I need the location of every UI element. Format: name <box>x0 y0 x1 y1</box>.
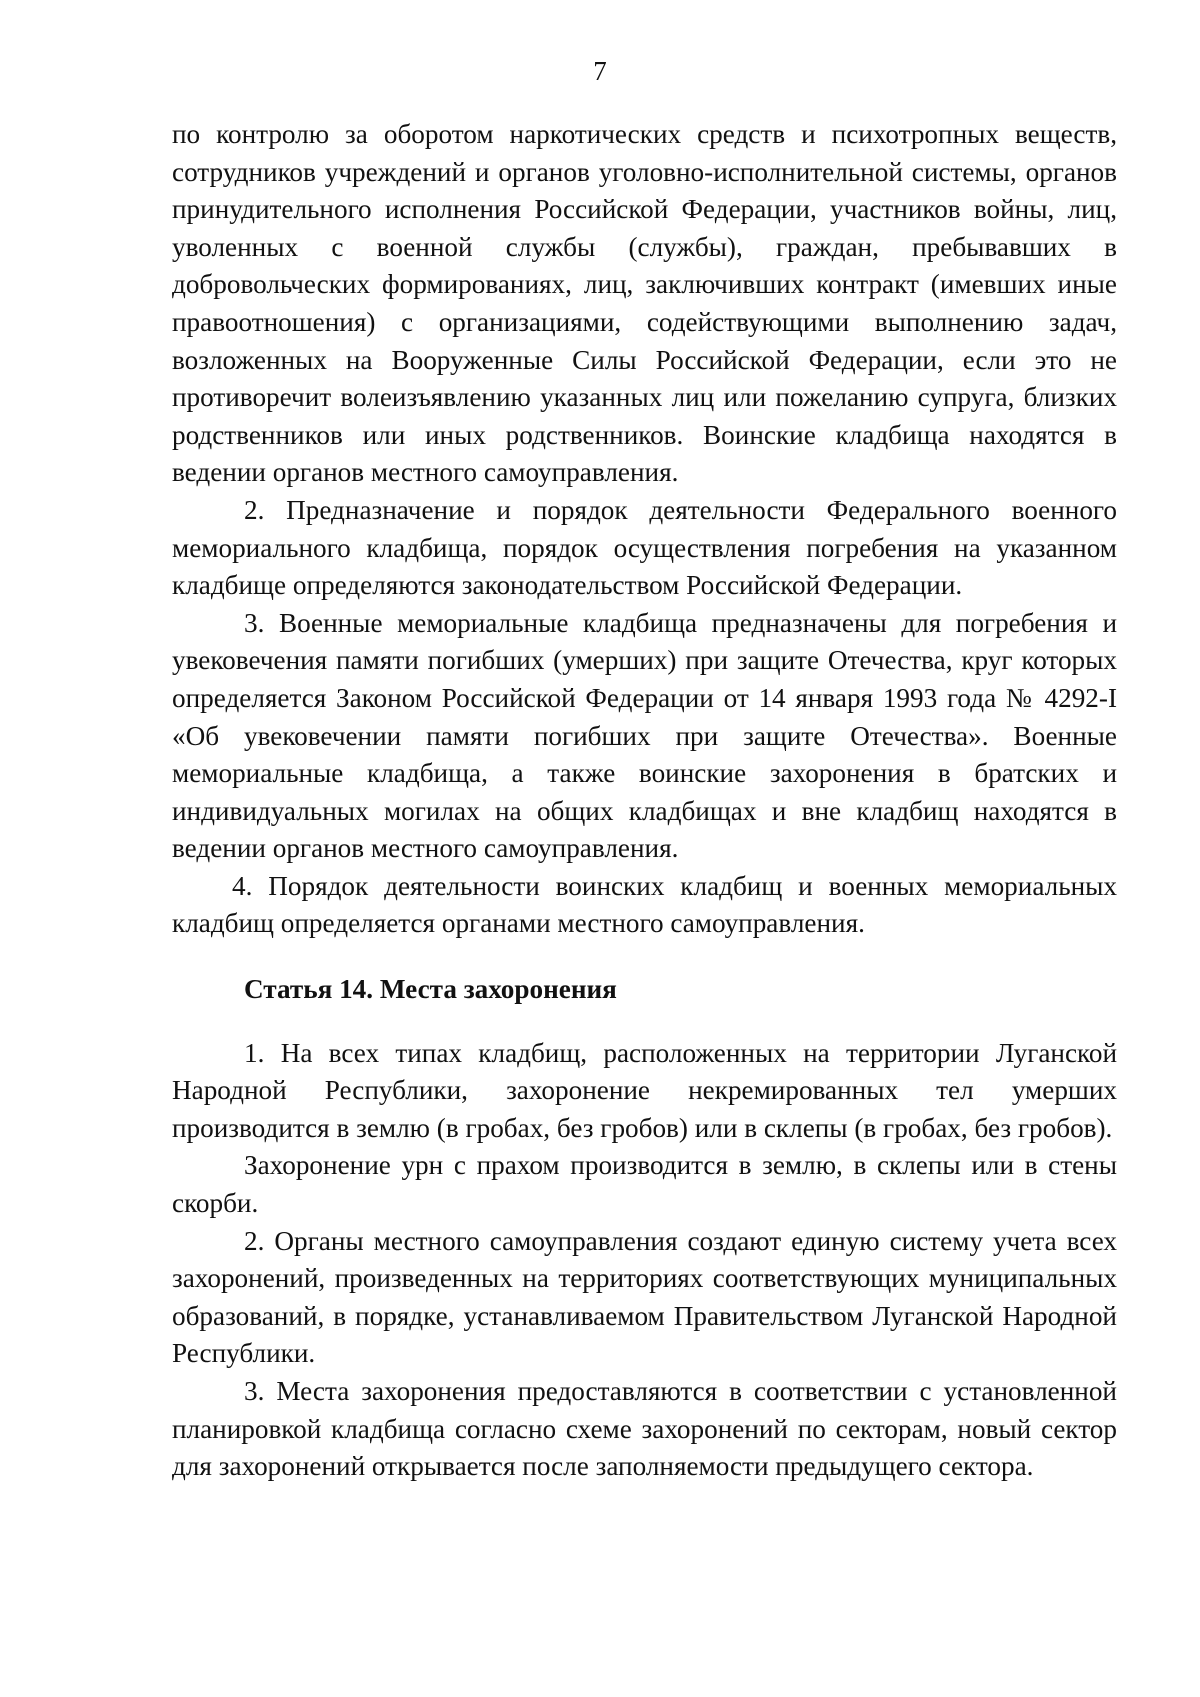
paragraph-item-4: 4. Порядок деятельности воинских кладбищ и военных мемориальных кладбищ определяется органами местного самоуправления. <box>172 870 1117 939</box>
article-heading: Статья 14. Места захоронения <box>244 974 617 1005</box>
page-number: 7 <box>593 56 607 86</box>
paragraph-article14-urns: Захоронение урн с прахом производится в землю, в склепы или в стены скорби. <box>172 1150 1117 1219</box>
paragraph-article14-item-1: 1. На всех типах кладбищ, расположенных на территории Луганской Народной Республики, захоронение некремированных тел умерших производится в землю (в гробах, без гробов) или в склепы (в гробах, без гробов). <box>172 1037 1117 1143</box>
document-body <box>172 116 1117 1486</box>
paragraph-item-3: 3. Военные мемориальные кладбища предназначены для погребения и увековечения памяти погибших (умерших) при защите Отечества, круг которых определяется Законом Российской Федерации от 14 января 1993 года № 4292-I «Об увековечении памяти погибших при защите Отечества». Военные мемориальные кладбища, а также воинские захоронения в братских и индивидуальных могилах на общих кладбищах и вне кладбищ находятся в ведении органов местного самоуправления. <box>172 607 1117 864</box>
paragraph-item-2: 2. Предназначение и порядок деятельности Федерального военного мемориального кладбища, порядок осуществления погребения на указанном кладбище определяются законодательством Российской Федерации. <box>172 494 1117 601</box>
paragraph-continuation: по контролю за оборотом наркотических средств и психотропных веществ, сотрудников учреждений и органов уголовно-исполнительной системы, органов принудительного исполнения Российской Федерации, участников войны, лиц, уволенных с военной службы (службы), граждан, пребывавших в добровольческих формированиях, лиц, заключивших контракт (имевших иные правоотношения) с организациями, содействующими выполнению задач, возложенных на Вооруженные Силы Российской Федерации, если это не противоречит волеизъявлению указанных лиц или пожеланию супруга, близких родственников или иных родственников. Воинские кладбища находятся в ведении органов местного самоуправления. <box>172 119 1117 488</box>
paragraph-article14-item-2: 2. Органы местного самоуправления создают единую систему учета всех захоронений, произведенных на территориях соответствующих муниципальных образований, в порядке, устанавливаемом Правительством Луганской Народной Республики. <box>172 1225 1117 1369</box>
paragraph-article14-item-3: 3. Места захоронения предоставляются в соответствии с установленной планировкой кладбища согласно схеме захоронений по секторам, новый сектор для захоронений открывается после заполняемости предыдущего сектора. <box>172 1376 1117 1482</box>
